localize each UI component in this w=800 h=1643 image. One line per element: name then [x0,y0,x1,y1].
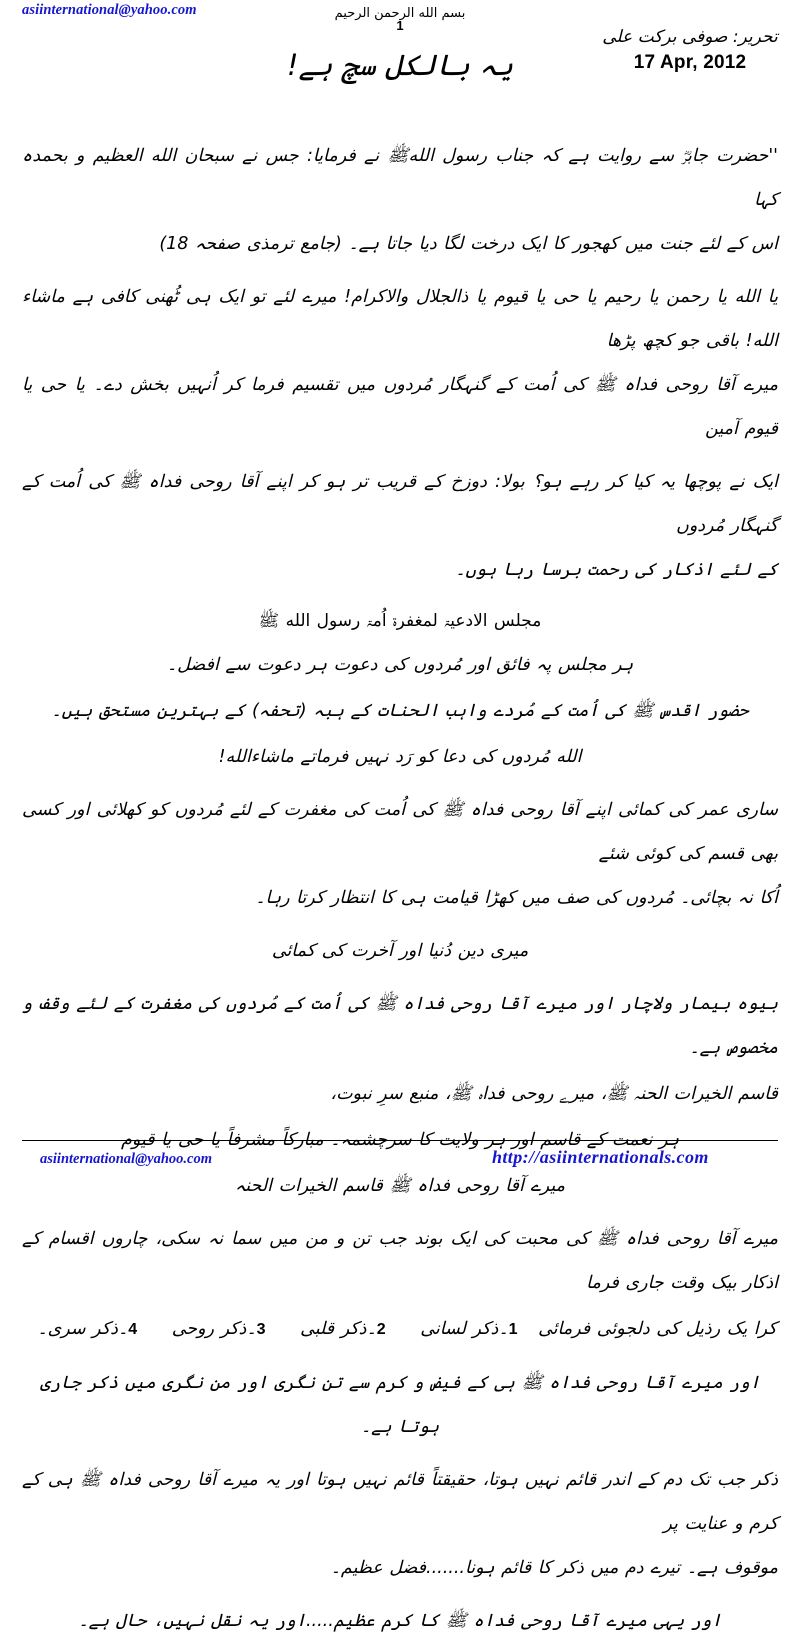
paragraph-line: یا الله یا رحمن یا رحیم یا حی یا قیوم یا ذالجلال والاکرام! میرے لئے تو ایک ہی ٹُھنی کافی ہے ماشاء الله! باقی جو کچھ پڑھا [22,287,778,351]
paragraph-line: ہر نعمت کے قاسم اور ہر ولایت کا سرچشمہ۔ مبارکاً مشرفاً یا حی یا قیوم [121,1130,679,1150]
paragraph-line: میری دین دُنیا اور آخرت کی کمائی [271,941,529,961]
paragraph-p3 [22,460,778,592]
paragraph-numbered-list [22,1307,778,1352]
paragraph-line: میرے آقا روحی فداہ ﷺ کی اُمت کے گنہگار مُردوں میں تقسیم فرما کر اُنہیں بخش دے۔ یا حی یا قیوم آمین [22,375,778,439]
paragraph-line: اس کے لئے جنت میں کھجور کا ایک درخت لگا دیا جاتا ہے۔ (جامع ترمذی صفحہ 18) [159,234,778,254]
author-attribution: تحریر: صوفی برکت علی [602,27,778,47]
paragraph-line: موقوف ہے۔ تیرے دم میں ذکر کا قائم ہونا.......فضل عظیم۔ [330,1558,778,1578]
list-item-label: ذکر لسانی [420,1319,499,1339]
paragraph-line: ذکر جب تک دم کے اندر قائم نہیں ہوتا، حقیقتاً قائم نہیں ہوتا اور یہ میرے آقا روحی فداہ ﷺ ہی کے کرم و عنایت پر [22,1470,778,1534]
document-body [0,120,800,1643]
paragraph-p2 [22,275,778,451]
list-item-number: 1 [508,1321,518,1338]
paragraph-p18 [22,1599,778,1643]
list-item-number: 3 [256,1321,266,1338]
paragraph-p8 [22,788,778,920]
paragraph-line: حضور اقدس ﷺ کی اُمت کے مُردے واہب الحنات کے ہبہ (تحفہ) کے بہترین مستحق ہیں۔ [51,701,749,721]
list-item-label: ذکر سری۔ [37,1319,118,1339]
paragraph-p6 [22,689,778,733]
page-footer [0,1140,800,1168]
paragraph-line: ایک نے پوچھا یہ کیا کر رہے ہو؟ بولا: دوزخ کے قریب تر ہو کر اپنے آقا روحی فداہ ﷺ کی اُمت کے گنہگار مُردوں [22,472,778,536]
paragraph-line: قاسم الخیرات الحنہ ﷺ، میرے روحی فداہ ﷺ، منبع سرِ نبوت، [330,1084,778,1104]
paragraph-arabic-heading [22,601,778,641]
paragraph-p10 [22,982,778,1070]
paragraph-line: ساری عمر کی کمائی اپنے آقا روحی فداہ ﷺ کی اُمت کی مغفرت کے لئے مُردوں کو کھلائی اور کسی بھی قسم کی کوئی شئے [22,800,778,864]
header-email-link[interactable]: asiinternational@yahoo.com [22,2,197,18]
page-title: یہ بالکل سچ ہے! [286,48,514,82]
numbered-list-prefix: کرا یک رذیل کی دلجوئی فرمائی [538,1319,777,1339]
paragraph-line: الله مُردوں کی دعا کو رَد نہیں فرماتے ماشاءالله! [218,747,582,767]
paragraph-line: میرے آقا روحی فداہ ﷺ کی محبت کی ایک بوند جب تن و من میں سما نہ سکی، چاروں اقسام کے اذکار بیک وقت جاری فرما [22,1229,778,1293]
page-number: 1 [396,18,404,34]
footer-email-link[interactable]: asiinternational@yahoo.com [40,1151,212,1167]
arabic-heading-text: مجلس الادعیۃ لمغفرۃ اُمۃ رسول الله ﷺ [258,611,542,631]
page-header [0,0,800,120]
list-item-number: 2 [376,1321,386,1338]
bismillah-text: بسم الله الرحمن الرحیم [334,6,466,21]
list-item: 2۔ذکر قلبی [300,1319,386,1339]
paragraph-p5 [22,643,778,687]
list-item-number: 4 [128,1321,138,1338]
list-item: 3۔ذکر روحی [171,1319,266,1339]
paragraph-p13 [22,1164,778,1208]
list-item-label: ذکر قلبی [300,1319,367,1339]
publication-date: 17 Apr, 2012 [633,51,747,73]
footer-website-link[interactable]: http://asiinternationals.com [492,1147,709,1167]
paragraph-p16 [22,1361,778,1449]
footer-row [22,1147,778,1168]
paragraph-line: اُکا نہ بچائی۔ مُردوں کی صف میں کھڑا قیامت ہی کا انتظار کرتا رہا۔ [255,888,778,908]
paragraph-line: اور یہی میرے آقا روحی فداہ ﷺ کا کرم عظیم.....اور یہ نقل نہیں، حال ہے۔ [78,1611,722,1631]
paragraph-p7 [22,735,778,779]
paragraph-p11 [22,1072,778,1116]
list-item: 1۔ذکر لسانی [420,1319,518,1339]
paragraph-p17 [22,1458,778,1590]
paragraph-p9 [22,929,778,973]
paragraph-p14 [22,1217,778,1305]
list-item: 4۔ذکر سری۔ [37,1319,138,1339]
paragraph-line: کے لئے اذکار کی رحمت برسا رہا ہوں۔ [455,560,778,580]
paragraph-line: بیوہ بیمار ولاچار اور میرے آقا روحی فداہ ﷺ کی اُمت کے مُردوں کی مغفرت کے لئے وقف و مخصوص ہے۔ [22,994,778,1058]
paragraph-line: میرے آقا روحی فداہ ﷺ قاسم الخیرات الحنہ [235,1176,565,1196]
paragraph-line: ''حضرت جابرؓ سے روایت ہے کہ جناب رسول اللهﷺ نے فرمایا: جس نے سبحان الله العظیم و بحمدہ کہا [22,146,778,210]
paragraph-p1 [22,134,778,266]
paragraph-line: اور میرے آقا روحی فداہ ﷺ ہی کے فیض و کرم سے تن نگری اور من نگری میں ذکر جاری ہوتا ہے۔ [39,1373,761,1437]
list-item-label: ذکر روحی [171,1319,247,1339]
paragraph-line: ہر مجلس پہ فائق اور مُردوں کی دعوت ہر دعوت سے افضل۔ [166,655,634,675]
footer-divider [22,1140,778,1141]
